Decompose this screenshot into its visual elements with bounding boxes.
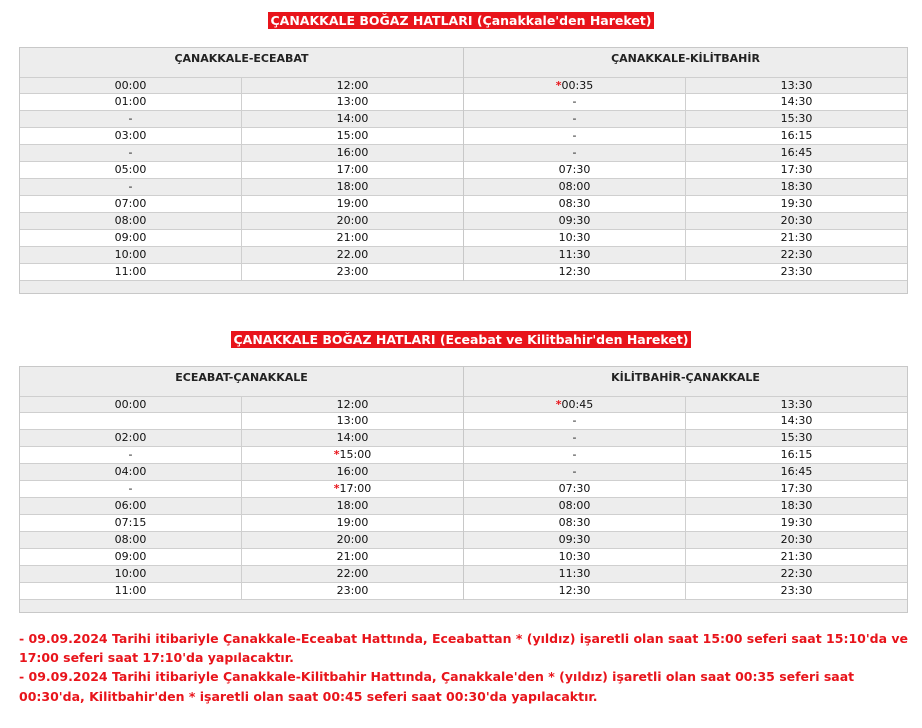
table-row: [20, 264, 463, 281]
departure-time-morning: 10:30: [464, 549, 685, 566]
table-row: [464, 515, 907, 532]
departure-time-afternoon: 16:45: [685, 464, 907, 481]
table-row: [464, 464, 907, 481]
departure-time-morning: -: [464, 128, 685, 145]
table-row: [464, 413, 907, 430]
departure-time-afternoon: 16:00: [241, 464, 463, 481]
departure-time-morning: -: [20, 145, 241, 162]
departure-time-afternoon: 12:00: [241, 77, 463, 94]
departure-time-morning: -: [464, 145, 685, 162]
table-row: [20, 128, 463, 145]
departure-time-morning: 07:30: [464, 162, 685, 179]
table-row: [20, 481, 463, 498]
departure-time-morning: 09:00: [20, 230, 241, 247]
table-row: [464, 230, 907, 247]
departure-time-afternoon: 13:00: [241, 94, 463, 111]
departure-time-morning: -: [464, 94, 685, 111]
departure-time-afternoon: 13:30: [685, 396, 907, 413]
departure-time-morning: 10:00: [20, 566, 241, 583]
table-row: [20, 179, 463, 196]
note-eceabat-change: - 09.09.2024 Tarihi itibariyle Çanakkale-Eceabat Hattında, Eceabattan * (yıldız) işaretli olan saat 15:00 seferi saat 15:10'da ve 17:00 seferi saat 17:10'da yapılacaktır.: [19, 631, 909, 666]
table-row: [464, 481, 907, 498]
departure-time-morning: 08:00: [20, 532, 241, 549]
table-row: [464, 264, 907, 281]
departure-time-afternoon: 14:00: [241, 430, 463, 447]
departure-time-morning: 00:00: [20, 77, 241, 94]
table-row: [464, 447, 907, 464]
departure-time-afternoon: 19:30: [685, 196, 907, 213]
departure-time-morning: 07:30: [464, 481, 685, 498]
departure-time-afternoon: 13:00: [241, 413, 463, 430]
departure-time-morning: 07:15: [20, 515, 241, 532]
departure-time-afternoon: 16:15: [685, 447, 907, 464]
departure-time-afternoon: 15:30: [685, 111, 907, 128]
departure-time-morning: 11:30: [464, 566, 685, 583]
departure-time-morning: 08:00: [20, 213, 241, 230]
departure-time-afternoon: 19:00: [241, 515, 463, 532]
departure-time-morning: 09:30: [464, 532, 685, 549]
departure-time-morning: 00:00: [20, 396, 241, 413]
schedule-table-eceabat-kilitbahir-departures: [19, 366, 908, 613]
table-row: [464, 566, 907, 583]
table-row: [20, 77, 463, 94]
table-row: [464, 549, 907, 566]
table-row: [464, 162, 907, 179]
title-2-wrap: [0, 329, 922, 348]
departure-time-morning: -: [20, 447, 241, 464]
table-row: [20, 413, 463, 430]
table-row: [20, 162, 463, 179]
table-row: [20, 515, 463, 532]
schedule-table-canakkale-departures: [19, 47, 908, 294]
departure-time-afternoon: 16:15: [685, 128, 907, 145]
table-row: [20, 498, 463, 515]
departure-time-afternoon: 18:30: [685, 498, 907, 515]
departure-time-afternoon: 20:00: [241, 532, 463, 549]
departure-time-morning: 03:00: [20, 128, 241, 145]
departure-time-morning: 01:00: [20, 94, 241, 111]
departure-time-afternoon: 23:00: [241, 264, 463, 281]
departure-time-afternoon: 22:30: [685, 247, 907, 264]
departure-time-morning: 11:00: [20, 583, 241, 600]
title-1-wrap: [0, 10, 922, 29]
departure-time-morning: 10:30: [464, 230, 685, 247]
table-row: [464, 145, 907, 162]
departure-time-afternoon: 22:00: [241, 566, 463, 583]
schedule-column-right: [463, 396, 907, 600]
departure-time-afternoon: 20:30: [685, 213, 907, 230]
table-row: [464, 247, 907, 264]
table-row: [20, 196, 463, 213]
departure-time-morning: -: [464, 430, 685, 447]
table-row: [20, 430, 463, 447]
table-row: [464, 94, 907, 111]
departure-time-morning: -: [20, 481, 241, 498]
table-row: [464, 213, 907, 230]
departure-time-afternoon: 17:00: [241, 162, 463, 179]
departure-time-morning: [20, 413, 241, 430]
page-title-departures-canakkale: ÇANAKKALE BOĞAZ HATLARI (Çanakkale'den Hareket): [270, 13, 652, 28]
table-row: [20, 396, 463, 413]
departure-time-afternoon: *17:00: [241, 481, 463, 498]
table-row: [464, 179, 907, 196]
departure-time-afternoon: 20:00: [241, 213, 463, 230]
table-row: [464, 111, 907, 128]
departure-time-morning: 06:00: [20, 498, 241, 515]
departure-time-morning: 08:30: [464, 515, 685, 532]
departure-time-morning: 08:30: [464, 196, 685, 213]
table-row: [20, 111, 463, 128]
departure-time-morning: -: [464, 111, 685, 128]
departure-time-afternoon: 19:00: [241, 196, 463, 213]
departure-time-morning: 12:30: [464, 583, 685, 600]
departure-time-morning: -: [464, 447, 685, 464]
table-row: [20, 447, 463, 464]
departure-time-morning: -: [464, 413, 685, 430]
departure-time-afternoon: 19:30: [685, 515, 907, 532]
departure-time-afternoon: 15:30: [685, 430, 907, 447]
table-row: [20, 94, 463, 111]
table-heading-left: ECEABAT-ÇANAKKALE: [175, 371, 308, 384]
table-row: [464, 77, 907, 94]
departure-time-afternoon: 18:30: [685, 179, 907, 196]
departure-time-afternoon: 12:00: [241, 396, 463, 413]
departure-time-morning: 12:30: [464, 264, 685, 281]
departure-time-morning: 11:00: [20, 264, 241, 281]
departure-time-morning: 09:30: [464, 213, 685, 230]
departure-time-afternoon: 18:00: [241, 498, 463, 515]
departure-time-afternoon: 21:30: [685, 549, 907, 566]
departure-time-morning: 10:00: [20, 247, 241, 264]
departure-time-afternoon: 14:30: [685, 94, 907, 111]
departure-time-morning: 08:00: [464, 179, 685, 196]
table-row: [464, 196, 907, 213]
table-heading-right: KİLİTBAHİR-ÇANAKKALE: [463, 367, 907, 396]
departure-time-afternoon: 17:30: [685, 481, 907, 498]
departure-time-afternoon: 22:30: [685, 566, 907, 583]
table-row: [464, 430, 907, 447]
departure-time-afternoon: 21:00: [241, 549, 463, 566]
departure-time-afternoon: 14:30: [685, 413, 907, 430]
table-row: [464, 396, 907, 413]
departure-time-morning: 11:30: [464, 247, 685, 264]
table-heading-left: ÇANAKKALE-ECEABAT: [174, 52, 309, 65]
page-title-departures-eceabat-kilitbahir: ÇANAKKALE BOĞAZ HATLARI (Eceabat ve Kilitbahir'den Hareket): [233, 332, 689, 347]
table-row: [464, 128, 907, 145]
table-row: [20, 566, 463, 583]
departure-time-morning: 05:00: [20, 162, 241, 179]
departure-time-afternoon: 17:30: [685, 162, 907, 179]
departure-time-morning: 08:00: [464, 498, 685, 515]
note-kilitbahir-change: - 09.09.2024 Tarihi itibariyle Çanakkale-Kilitbahir Hattında, Çanakkale'den * (yıldız) işaretli olan saat 00:35 seferi saat 00:30'da, Kilitbahir'den * işaretli olan saat 00:45 seferi saat 00:30'da yapılacaktır.: [19, 669, 855, 704]
table-heading-right: ÇANAKKALE-KİLİTBAHİR: [463, 48, 907, 77]
departure-time-morning: 07:00: [20, 196, 241, 213]
departure-time-afternoon: 15:00: [241, 128, 463, 145]
departure-time-afternoon: 13:30: [685, 77, 907, 94]
table-row: [20, 549, 463, 566]
table-row: [20, 464, 463, 481]
departure-time-morning: -: [464, 464, 685, 481]
table-row: [464, 532, 907, 549]
schedule-column-right: [463, 77, 907, 281]
schedule-column-left: [20, 77, 463, 281]
departure-time-morning: -: [20, 111, 241, 128]
departure-time-morning: -: [20, 179, 241, 196]
table-row: [464, 498, 907, 515]
departure-time-morning: *00:45: [464, 396, 685, 413]
departure-time-afternoon: 14:00: [241, 111, 463, 128]
departure-time-afternoon: *15:00: [241, 447, 463, 464]
departure-time-afternoon: 16:45: [685, 145, 907, 162]
departure-time-afternoon: 21:30: [685, 230, 907, 247]
departure-time-afternoon: 20:30: [685, 532, 907, 549]
departure-time-morning: *00:35: [464, 77, 685, 94]
table-row: [20, 213, 463, 230]
departure-time-afternoon: 23:00: [241, 583, 463, 600]
departure-time-afternoon: 16:00: [241, 145, 463, 162]
table-row: [20, 583, 463, 600]
table-row: [20, 145, 463, 162]
table-row: [20, 247, 463, 264]
table-row: [20, 532, 463, 549]
schedule-notes: [19, 629, 909, 706]
departure-time-afternoon: 22.00: [241, 247, 463, 264]
table-row: [20, 230, 463, 247]
departure-time-afternoon: 18:00: [241, 179, 463, 196]
table-row: [464, 583, 907, 600]
schedule-column-left: [20, 396, 463, 600]
departure-time-morning: 09:00: [20, 549, 241, 566]
departure-time-afternoon: 23:30: [685, 583, 907, 600]
departure-time-morning: 04:00: [20, 464, 241, 481]
departure-time-afternoon: 23:30: [685, 264, 907, 281]
departure-time-afternoon: 21:00: [241, 230, 463, 247]
departure-time-morning: 02:00: [20, 430, 241, 447]
